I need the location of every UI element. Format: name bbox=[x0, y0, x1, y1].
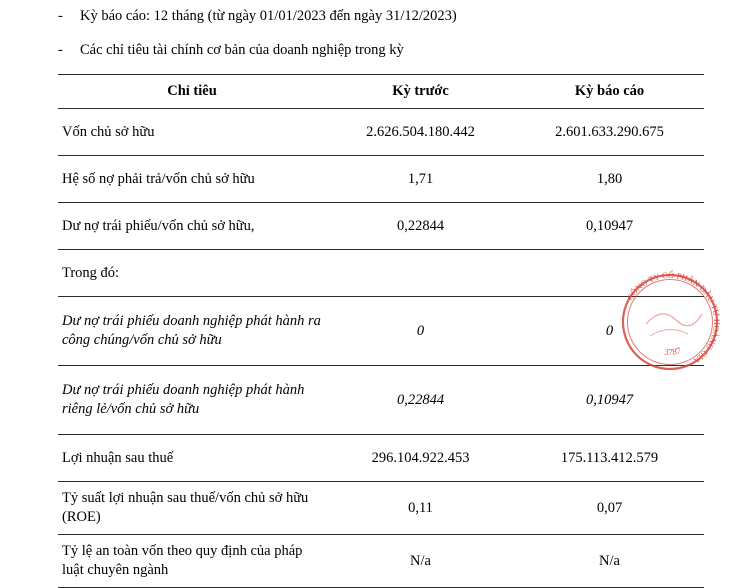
row-value-current: 0,10947 bbox=[515, 203, 704, 250]
row-value-current: 175.113.412.579 bbox=[515, 435, 704, 482]
row-value-current bbox=[515, 250, 704, 297]
table-row bbox=[58, 250, 704, 297]
row-value-previous: 296.104.922.453 bbox=[326, 435, 515, 482]
table-header bbox=[58, 75, 704, 109]
bullet-item-report-period bbox=[0, 6, 738, 26]
row-value-previous bbox=[326, 250, 515, 297]
svg-text:3787: 3787 bbox=[663, 345, 683, 358]
table-row bbox=[58, 297, 704, 366]
table-row bbox=[58, 366, 704, 435]
table-row bbox=[58, 435, 704, 482]
bullet-dash: - bbox=[58, 42, 63, 58]
row-label: Vốn chủ sở hữu bbox=[58, 109, 326, 156]
row-value-previous: 1,71 bbox=[326, 156, 515, 203]
bullet-text: Các chỉ tiêu tài chính cơ bản của doanh nghiệp trong kỳ bbox=[80, 42, 404, 58]
row-value-previous: 0 bbox=[326, 297, 515, 366]
table-body bbox=[58, 109, 704, 588]
bullet-list bbox=[0, 0, 738, 60]
row-value-previous: 0,11 bbox=[326, 482, 515, 535]
row-label: Hệ số nợ phải trả/vốn chủ sở hữu bbox=[58, 156, 326, 203]
column-header-report-period: Kỳ báo cáo bbox=[515, 75, 704, 109]
bullet-item-financial-indicators bbox=[0, 40, 738, 60]
table-row bbox=[58, 156, 704, 203]
table-row bbox=[58, 535, 704, 588]
column-header-indicator: Chỉ tiêu bbox=[58, 75, 326, 109]
row-value-previous: 0,22844 bbox=[326, 366, 515, 435]
row-label: Lợi nhuận sau thuế bbox=[58, 435, 326, 482]
row-value-current: 1,80 bbox=[515, 156, 704, 203]
financial-table-wrapper bbox=[0, 74, 738, 588]
row-label: Tỷ suất lợi nhuận sau thuế/vốn chủ sở hữu (ROE) bbox=[58, 482, 326, 535]
row-label: Trong đó: bbox=[58, 250, 326, 297]
svg-text:CÔNG TY CỔ PHẦN ĐẦU TƯ HOÀNG G: CÔNG TY CỔ PHẦN ĐẦU TƯ HOÀNG GIA bbox=[624, 269, 723, 367]
table-row bbox=[58, 109, 704, 156]
row-label: Tỷ lệ an toàn vốn theo quy định của pháp luật chuyên ngành bbox=[58, 535, 326, 588]
row-value-current: 0,07 bbox=[515, 482, 704, 535]
row-value-previous: 0,22844 bbox=[326, 203, 515, 250]
bullet-text: Kỳ báo cáo: 12 tháng (từ ngày 01/01/2023 đến ngày 31/12/2023) bbox=[80, 8, 457, 24]
row-label: Dư nợ trái phiếu doanh nghiệp phát hành riêng lẻ/vốn chủ sở hữu bbox=[58, 366, 326, 435]
row-value-current: 2.601.633.290.675 bbox=[515, 109, 704, 156]
row-value-current: 0 bbox=[515, 297, 704, 366]
table-row bbox=[58, 482, 704, 535]
column-header-previous-period: Kỳ trước bbox=[326, 75, 515, 109]
bullet-dash: - bbox=[58, 8, 63, 24]
table-header-row bbox=[58, 75, 704, 109]
row-value-current: N/a bbox=[515, 535, 704, 588]
row-value-previous: N/a bbox=[326, 535, 515, 588]
row-value-previous: 2.626.504.180.442 bbox=[326, 109, 515, 156]
row-value-current: 0,10947 bbox=[515, 366, 704, 435]
financial-indicators-table bbox=[58, 74, 704, 588]
table-row bbox=[58, 203, 704, 250]
row-label: Dư nợ trái phiếu doanh nghiệp phát hành ra công chúng/vốn chủ sở hữu bbox=[58, 297, 326, 366]
row-label: Dư nợ trái phiếu/vốn chủ sở hữu, bbox=[58, 203, 326, 250]
